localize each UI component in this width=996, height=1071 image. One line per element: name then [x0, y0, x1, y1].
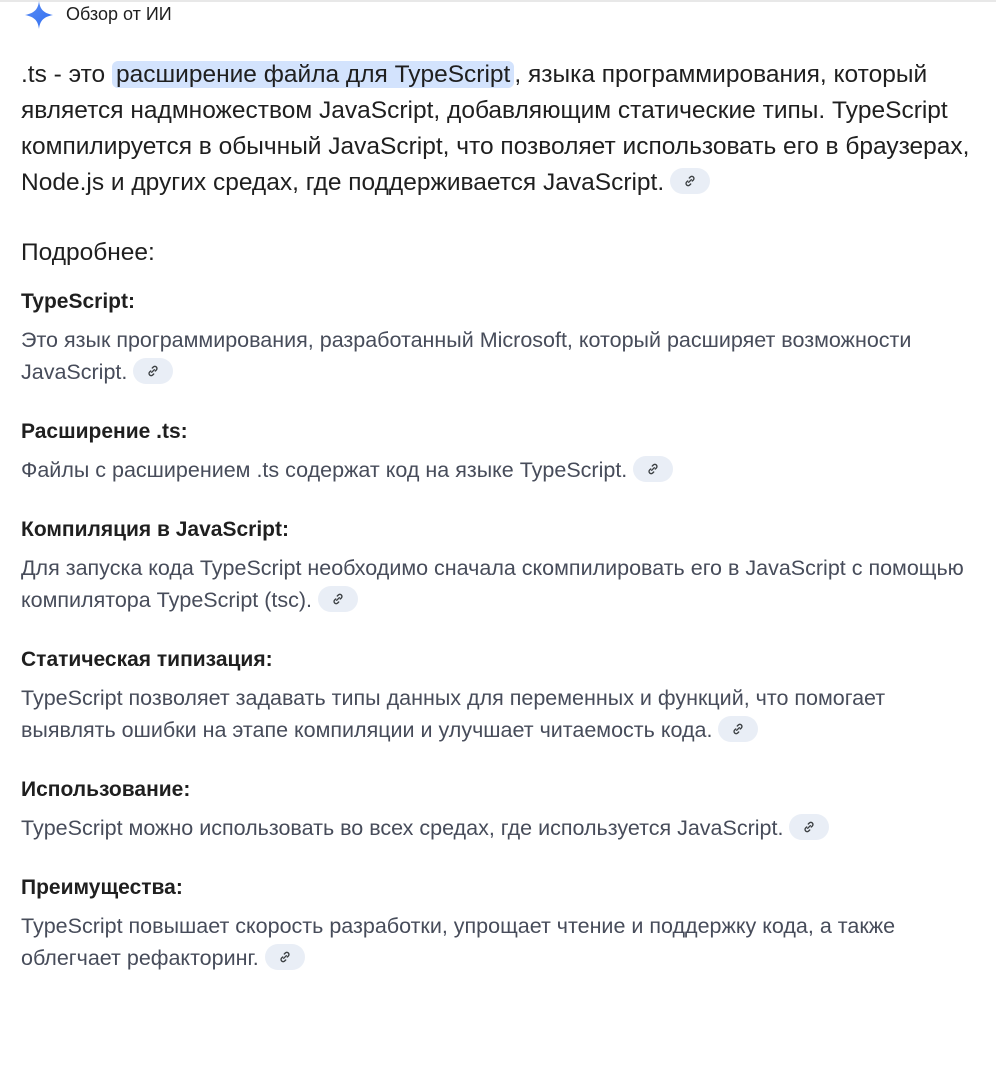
- lead-text-after: , языка программирования, который является надмножеством JavaScript, добавляющим статические типы. TypeScript компилируется в обычный JavaScript, что позволяет использовать его в браузерах, Node.js и других средах, где поддерживается JavaScript.: [21, 61, 970, 196]
- ai-overview-title: Обзор от ИИ: [66, 3, 172, 24]
- section-text-content: Файлы с расширением .ts содержат код на языке TypeScript.: [21, 458, 628, 482]
- link-chip[interactable]: [633, 456, 673, 482]
- section-text: [21, 454, 971, 486]
- section-text: [21, 324, 971, 388]
- section-text: [21, 682, 971, 746]
- section-text: [21, 812, 971, 844]
- link-icon: [331, 583, 345, 615]
- link-icon: [683, 163, 697, 199]
- section-static-typing: [21, 646, 971, 746]
- section-title: Использование:: [21, 778, 191, 801]
- link-chip[interactable]: [670, 168, 710, 194]
- section-extension: [21, 418, 971, 486]
- section-text: [21, 910, 971, 974]
- section-title: Расширение .ts:: [21, 420, 188, 443]
- section-text-content: TypeScript позволяет задавать типы данных для переменных и функций, что помогает выявлять ошибки на этапе компиляции и улучшает читаемость кода.: [21, 686, 886, 742]
- ai-overview-header: [22, 0, 172, 30]
- section-title: Компиляция в JavaScript:: [21, 518, 289, 541]
- section-text-content: TypeScript можно использовать во всех средах, где используется JavaScript.: [21, 816, 784, 840]
- link-chip[interactable]: [718, 716, 758, 742]
- sparkle-icon: [22, 0, 56, 30]
- section-title: Преимущества:: [21, 876, 183, 899]
- link-icon: [146, 355, 160, 387]
- link-chip[interactable]: [789, 814, 829, 840]
- details-heading: Подробнее:: [21, 239, 155, 266]
- link-chip[interactable]: [318, 586, 358, 612]
- link-icon: [802, 811, 816, 843]
- section-text-content: Для запуска кода TypeScript необходимо сначала скомпилировать его в JavaScript с помощью компилятора TypeScript (tsc).: [21, 556, 964, 612]
- section-text-content: Это язык программирования, разработанный Microsoft, который расширяет возможности JavaScript.: [21, 328, 912, 384]
- link-icon: [731, 713, 745, 745]
- section-advantages: [21, 874, 971, 974]
- link-chip[interactable]: [265, 944, 305, 970]
- section-title: TypeScript:: [21, 290, 135, 313]
- section-title: Статическая типизация:: [21, 648, 273, 671]
- section-text: [21, 552, 971, 616]
- section-typescript: [21, 288, 971, 388]
- section-compilation: [21, 516, 971, 616]
- section-text-content: TypeScript повышает скорость разработки, упрощает чтение и поддержку кода, а также облегчает рефакторинг.: [21, 914, 896, 970]
- section-usage: [21, 776, 971, 844]
- lead-paragraph: [21, 57, 971, 201]
- lead-highlight[interactable]: расширение файла для TypeScript: [112, 61, 514, 88]
- ai-overview-content: [21, 57, 971, 974]
- lead-text-before: .ts - это: [21, 61, 112, 88]
- link-icon: [646, 453, 660, 485]
- link-icon: [278, 941, 292, 973]
- link-chip[interactable]: [133, 358, 173, 384]
